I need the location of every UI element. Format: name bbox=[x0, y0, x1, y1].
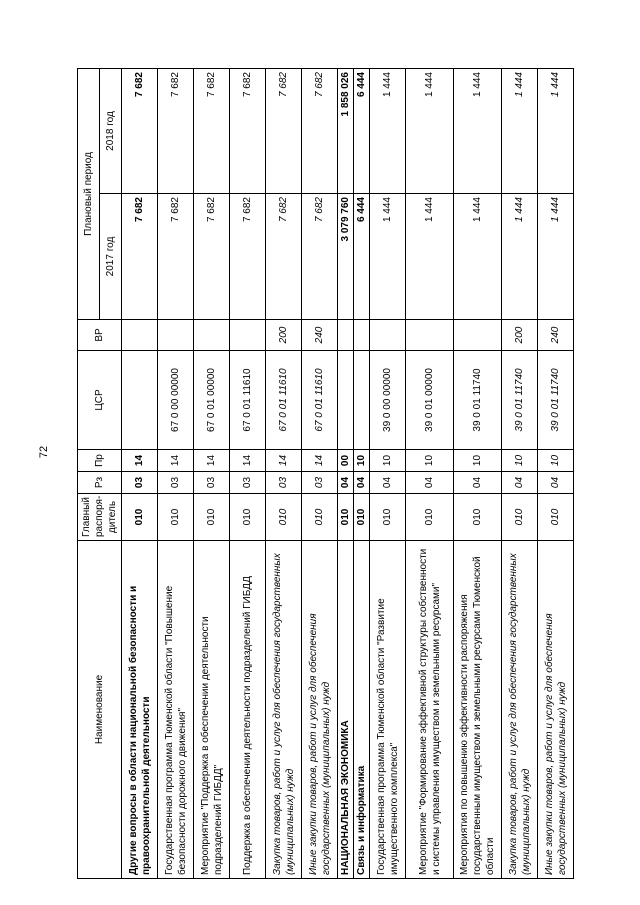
row-csr: 39 0 01 11740 bbox=[502, 351, 538, 450]
row-rz: 04 bbox=[370, 472, 406, 494]
row-csr: 67 0 01 11610 bbox=[230, 351, 266, 450]
row-2017: 3 079 760 bbox=[338, 194, 354, 320]
row-2018: 7 682 bbox=[266, 69, 302, 194]
row-name: Мероприятие "Формирование эффективной структуры собственности и системы управления имуществом и земельными ресурсами" bbox=[406, 541, 454, 879]
row-vr bbox=[122, 320, 158, 351]
header-row-top bbox=[78, 69, 100, 879]
row-csr: 67 0 01 11610 bbox=[266, 351, 302, 450]
table-row bbox=[538, 69, 574, 879]
row-csr: 39 0 00 00000 bbox=[370, 351, 406, 450]
row-pr: 14 bbox=[194, 450, 230, 472]
table-row bbox=[406, 69, 454, 879]
header-year-2017: 2017 год bbox=[100, 194, 122, 320]
table-row bbox=[158, 69, 194, 879]
row-name: Закупка товаров, работ и услуг для обеспечения государственных (муниципальных) нужд bbox=[502, 541, 538, 879]
row-vr bbox=[338, 320, 354, 351]
row-csr bbox=[354, 351, 370, 450]
row-csr bbox=[338, 351, 354, 450]
row-2017: 1 444 bbox=[538, 194, 574, 320]
row-vr bbox=[230, 320, 266, 351]
row-admin: 010 bbox=[266, 494, 302, 541]
row-rz: 03 bbox=[230, 472, 266, 494]
header-vr: ВР bbox=[78, 320, 122, 351]
header-admin: Главный распоря-дитель bbox=[78, 494, 122, 541]
row-name: Мероприятия по повышению эффективности распоряжения государственным имуществом и земельными ресурсами Тюменской области bbox=[454, 541, 502, 879]
row-rz: 03 bbox=[194, 472, 230, 494]
row-vr: 200 bbox=[266, 320, 302, 351]
table-row bbox=[370, 69, 406, 879]
row-name: Закупка товаров, работ и услуг для обеспечения государственных (муниципальных) нужд bbox=[266, 541, 302, 879]
row-pr: 10 bbox=[370, 450, 406, 472]
row-2017: 7 682 bbox=[158, 194, 194, 320]
row-vr bbox=[158, 320, 194, 351]
table-row bbox=[230, 69, 266, 879]
row-rz: 04 bbox=[502, 472, 538, 494]
table-row bbox=[354, 69, 370, 879]
row-2018: 7 682 bbox=[194, 69, 230, 194]
table-row bbox=[122, 69, 158, 879]
row-admin: 010 bbox=[354, 494, 370, 541]
row-name: Иные закупки товаров, работ и услуг для обеспечения государственных (муниципальных) нужд bbox=[302, 541, 338, 879]
row-2017: 1 444 bbox=[406, 194, 454, 320]
row-2017: 7 682 bbox=[194, 194, 230, 320]
row-2018: 7 682 bbox=[230, 69, 266, 194]
row-2018: 7 682 bbox=[158, 69, 194, 194]
row-rz: 04 bbox=[454, 472, 502, 494]
row-name: Иные закупки товаров, работ и услуг для обеспечения государственных (муниципальных) нужд bbox=[538, 541, 574, 879]
row-2018: 1 444 bbox=[370, 69, 406, 194]
row-2017: 1 444 bbox=[502, 194, 538, 320]
row-2018: 1 858 026 bbox=[338, 69, 354, 194]
row-2017: 7 682 bbox=[230, 194, 266, 320]
row-vr: 240 bbox=[302, 320, 338, 351]
row-pr: 10 bbox=[454, 450, 502, 472]
row-csr bbox=[122, 351, 158, 450]
row-vr bbox=[454, 320, 502, 351]
row-name: Государственная программа Тюменской области "Развитие имущественного комплекса" bbox=[370, 541, 406, 879]
row-vr bbox=[354, 320, 370, 351]
table-row bbox=[338, 69, 354, 879]
page-number: 72 bbox=[38, 445, 50, 459]
row-2018: 7 682 bbox=[302, 69, 338, 194]
header-csr: ЦСР bbox=[78, 351, 122, 450]
row-pr: 10 bbox=[406, 450, 454, 472]
row-2017: 1 444 bbox=[370, 194, 406, 320]
row-2018: 1 444 bbox=[538, 69, 574, 194]
row-rz: 04 bbox=[338, 472, 354, 494]
row-rz: 03 bbox=[266, 472, 302, 494]
row-admin: 010 bbox=[502, 494, 538, 541]
table-row bbox=[266, 69, 302, 879]
row-admin: 010 bbox=[370, 494, 406, 541]
row-2018: 1 444 bbox=[406, 69, 454, 194]
row-csr: 67 0 01 00000 bbox=[194, 351, 230, 450]
row-admin: 010 bbox=[194, 494, 230, 541]
row-2018: 1 444 bbox=[454, 69, 502, 194]
row-pr: 10 bbox=[354, 450, 370, 472]
row-pr: 14 bbox=[158, 450, 194, 472]
row-vr bbox=[194, 320, 230, 351]
row-name: Поддержка в обеспечении деятельности подразделений ГИБДД bbox=[230, 541, 266, 879]
row-name: Другие вопросы в области национальной безопасности и правоохранительной деятельности bbox=[122, 541, 158, 879]
row-pr: 00 bbox=[338, 450, 354, 472]
table-row bbox=[194, 69, 230, 879]
row-pr: 10 bbox=[502, 450, 538, 472]
row-admin: 010 bbox=[406, 494, 454, 541]
row-2018: 6 444 bbox=[354, 69, 370, 194]
row-rz: 04 bbox=[354, 472, 370, 494]
header-name: Наименование bbox=[78, 541, 122, 879]
row-pr: 14 bbox=[266, 450, 302, 472]
row-2017: 7 682 bbox=[122, 194, 158, 320]
row-admin: 010 bbox=[230, 494, 266, 541]
row-pr: 14 bbox=[230, 450, 266, 472]
row-vr: 200 bbox=[502, 320, 538, 351]
row-admin: 010 bbox=[454, 494, 502, 541]
row-2017: 7 682 bbox=[302, 194, 338, 320]
header-year-2018: 2018 год bbox=[100, 69, 122, 194]
row-csr: 67 0 00 00000 bbox=[158, 351, 194, 450]
row-2017: 7 682 bbox=[266, 194, 302, 320]
table-row bbox=[454, 69, 502, 879]
row-csr: 39 0 01 11740 bbox=[454, 351, 502, 450]
row-name: Государственная программа Тюменской области "Повышение безопасности дорожного движения" bbox=[158, 541, 194, 879]
row-rz: 03 bbox=[302, 472, 338, 494]
header-rz: Рз bbox=[78, 472, 122, 494]
row-admin: 010 bbox=[538, 494, 574, 541]
row-admin: 010 bbox=[302, 494, 338, 541]
row-admin: 010 bbox=[158, 494, 194, 541]
row-2018: 1 444 bbox=[502, 69, 538, 194]
row-vr bbox=[370, 320, 406, 351]
row-name: Связь и информатика bbox=[354, 541, 370, 879]
row-pr: 14 bbox=[302, 450, 338, 472]
row-name: НАЦИОНАЛЬНАЯ ЭКОНОМИКА bbox=[338, 541, 354, 879]
row-admin: 010 bbox=[122, 494, 158, 541]
row-2017: 6 444 bbox=[354, 194, 370, 320]
row-pr: 10 bbox=[538, 450, 574, 472]
row-vr bbox=[406, 320, 454, 351]
rotated-table-container bbox=[77, 69, 568, 879]
row-rz: 04 bbox=[538, 472, 574, 494]
row-2017: 1 444 bbox=[454, 194, 502, 320]
row-vr: 240 bbox=[538, 320, 574, 351]
row-csr: 39 0 01 11740 bbox=[538, 351, 574, 450]
table-row bbox=[302, 69, 338, 879]
row-admin: 010 bbox=[338, 494, 354, 541]
header-pr: Пр bbox=[78, 450, 122, 472]
row-pr: 14 bbox=[122, 450, 158, 472]
row-rz: 03 bbox=[158, 472, 194, 494]
row-rz: 04 bbox=[406, 472, 454, 494]
table-row bbox=[502, 69, 538, 879]
row-csr: 39 0 01 00000 bbox=[406, 351, 454, 450]
row-csr: 67 0 01 11610 bbox=[302, 351, 338, 450]
row-rz: 03 bbox=[122, 472, 158, 494]
row-2018: 7 682 bbox=[122, 69, 158, 194]
header-period: Плановый период bbox=[78, 69, 100, 320]
budget-table bbox=[77, 68, 574, 879]
row-name: Мероприятие "Поддержка в обеспечении деятельности подразделений ГИБДД" bbox=[194, 541, 230, 879]
